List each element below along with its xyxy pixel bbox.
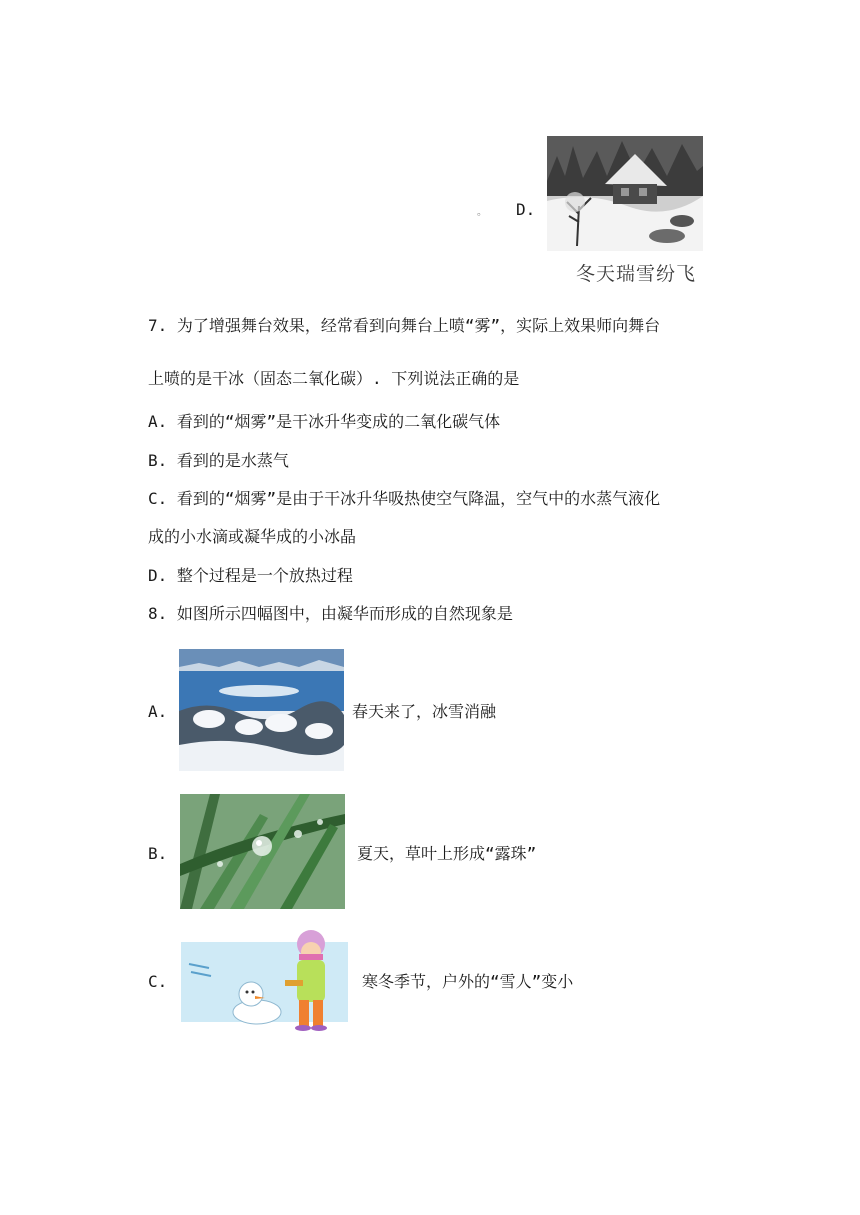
dew-on-grass-image — [180, 794, 345, 909]
option-d-dot: 。 — [477, 207, 487, 218]
q8-option-b-label: B. — [148, 844, 168, 863]
q8-option-c-label: C. — [148, 972, 168, 991]
q7-option-d: D. 整个过程是一个放热过程 — [148, 566, 353, 585]
q7-option-c-line2: 成的小水滴或凝华成的小冰晶 — [148, 527, 357, 546]
q8-option-c-caption: 寒冬季节，户外的“雪人”变小 — [362, 972, 574, 991]
q7-option-a: A. 看到的“烟雾”是干冰升华变成的二氧化碳气体 — [148, 412, 501, 431]
q6-option-d-label: D. — [516, 200, 536, 219]
snowman-cartoon-image — [181, 924, 348, 1040]
q8-option-a-label: A. — [148, 702, 168, 721]
q7-option-b: B. 看到的是水蒸气 — [148, 451, 289, 470]
q7-option-c-line1: C. 看到的“烟雾”是由于干冰升华吸热使空气降温，空气中的水蒸气液化 — [148, 489, 661, 508]
winter-snow-image — [547, 136, 703, 251]
q8-option-b-caption: 夏天，草叶上形成“露珠” — [357, 844, 537, 863]
q7-stem-line2: 上喷的是干冰（固态二氧化碳）. 下列说法正确的是 — [148, 369, 520, 388]
melting-snow-image — [179, 649, 344, 771]
winter-image-caption: 冬天瑞雪纷飞 — [576, 263, 697, 285]
q8-option-a-caption: 春天来了，冰雪消融 — [352, 702, 497, 721]
q8-stem: 8. 如图所示四幅图中，由凝华而形成的自然现象是 — [148, 604, 513, 623]
q7-stem-line1: 7. 为了增强舞台效果，经常看到向舞台上喷“雾”，实际上效果师向舞台 — [148, 316, 661, 335]
